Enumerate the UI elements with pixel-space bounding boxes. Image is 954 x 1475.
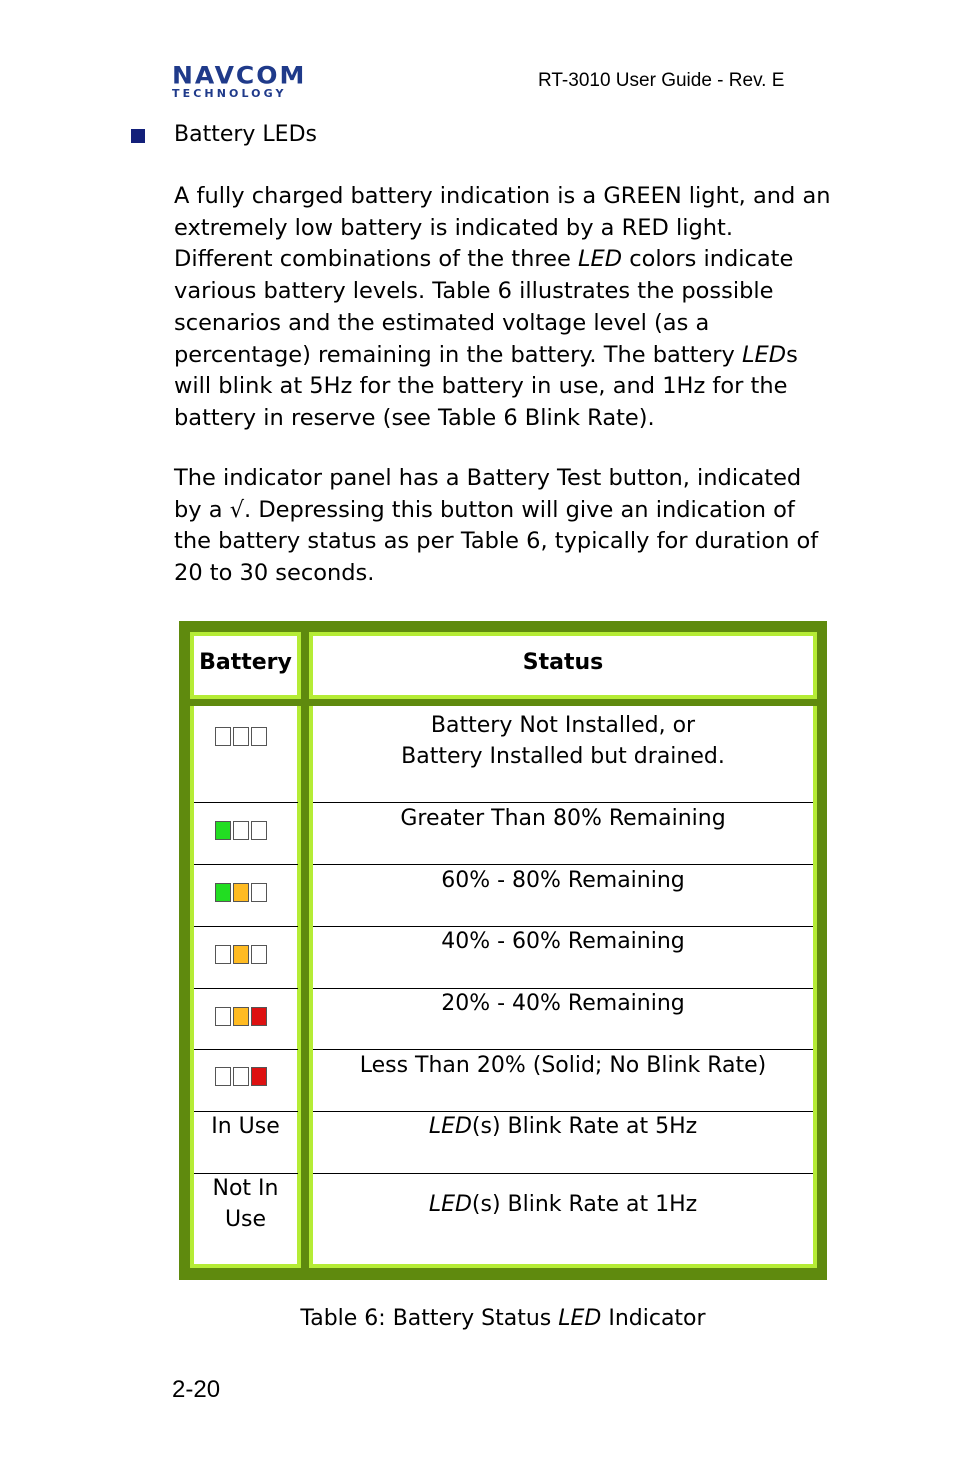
p1-text-b: colors indicate various battery levels. Table 6 illustrates the possible scenarios and the estimated voltage level (as a percentage) remaining in the battery. The battery: [174, 246, 794, 368]
row-divider: [194, 988, 298, 989]
led-2: [233, 883, 249, 902]
status-not-installed: [309, 710, 817, 772]
led-1: [215, 883, 231, 902]
p1-text-a: A fully charged battery indication is a GREEN light, and an extremely low battery is indicated by a RED light. Different combinations of the three: [174, 183, 831, 273]
led-2: [233, 1007, 249, 1026]
caption-suffix: Indicator: [601, 1306, 706, 1331]
p1-led-term-2: LED: [742, 341, 787, 368]
row-divider: [194, 1049, 298, 1050]
led-2: [233, 1067, 249, 1086]
logo-sub-text: TECHNOLOGY: [172, 87, 287, 100]
square-bullet-icon: [131, 129, 145, 143]
led-3: [251, 883, 267, 902]
row-divider: [313, 1173, 813, 1174]
p1-text-c: s will blink at 5Hz for the battery in use, and 1Hz for the battery in reserve (see Table 6 Blink Rate).: [174, 341, 798, 431]
led-3: [251, 1007, 267, 1026]
section-heading: Battery LEDs: [174, 122, 317, 147]
caption-led-term: LED: [558, 1306, 602, 1331]
led-indicator-row-1: [215, 727, 269, 747]
p1-led-term: LED: [577, 246, 623, 273]
status-gt-80: Greater Than 80% Remaining: [400, 806, 726, 831]
led-3: [251, 821, 267, 840]
navcom-logo: [172, 61, 356, 102]
led-1: [215, 945, 231, 964]
status-lt-20: Less Than 20% (Solid; No Blink Rate): [359, 1053, 767, 1078]
page-number: 2-20: [172, 1376, 221, 1403]
led-indicator-row-4: [215, 945, 269, 965]
body-cell-status: [309, 706, 817, 1268]
led-1: [215, 821, 231, 840]
status-20-40: 20% - 40% Remaining: [441, 991, 685, 1016]
status-led-term: LED: [428, 1114, 472, 1139]
led-2: [233, 821, 249, 840]
header-battery: Battery: [199, 650, 292, 675]
led-indicator-row-5: [215, 1007, 269, 1027]
paragraph-battery-indication: [174, 181, 834, 435]
led-2: [233, 945, 249, 964]
led-2: [233, 727, 249, 746]
led-indicator-row-6: [215, 1067, 269, 1087]
led-3: [251, 727, 267, 746]
status-blink-1hz: [309, 1189, 817, 1220]
header-status: Status: [522, 650, 604, 675]
status-led-term: LED: [428, 1192, 472, 1217]
status-60-80: 60% - 80% Remaining: [441, 868, 685, 893]
row-divider: [194, 802, 298, 803]
header-cell-status: [309, 632, 817, 699]
document-title: RT-3010 User Guide - Rev. E: [538, 70, 785, 91]
led-3: [251, 945, 267, 964]
status-blink-5hz: [309, 1111, 817, 1142]
led-1: [215, 1067, 231, 1086]
battery-not-in-line2: Use: [224, 1207, 267, 1232]
battery-not-in-line1: Not In: [212, 1176, 279, 1201]
led-1: [215, 1007, 231, 1026]
battery-not-in-use: [190, 1173, 301, 1235]
led-indicator-row-3: [215, 883, 269, 903]
row-divider: [194, 864, 298, 865]
header-cell-battery: [190, 632, 301, 699]
status-blink-5hz-text: (s) Blink Rate at 5Hz: [471, 1114, 698, 1139]
led-indicator-row-2: [215, 821, 269, 841]
status-40-60: 40% - 60% Remaining: [441, 929, 685, 954]
table-caption: [0, 1306, 954, 1331]
status-not-installed-line1: Battery Not Installed, or: [430, 713, 696, 738]
caption-prefix: Table 6: Battery Status: [300, 1306, 559, 1331]
logo-main-text: NAVCOM: [172, 61, 307, 90]
led-1: [215, 727, 231, 746]
status-not-installed-line2: Battery Installed but drained.: [401, 744, 725, 769]
led-3: [251, 1067, 267, 1086]
paragraph-battery-test: The indicator panel has a Battery Test button, indicated by a √. Depressing this button will give an indication of the battery status as per Table 6, typically for duration of 20 to 30 seconds.: [174, 465, 819, 587]
status-blink-1hz-text: (s) Blink Rate at 1Hz: [471, 1192, 698, 1217]
battery-status-table: [179, 621, 827, 1280]
row-divider: [194, 926, 298, 927]
battery-in-use: In Use: [211, 1114, 280, 1139]
